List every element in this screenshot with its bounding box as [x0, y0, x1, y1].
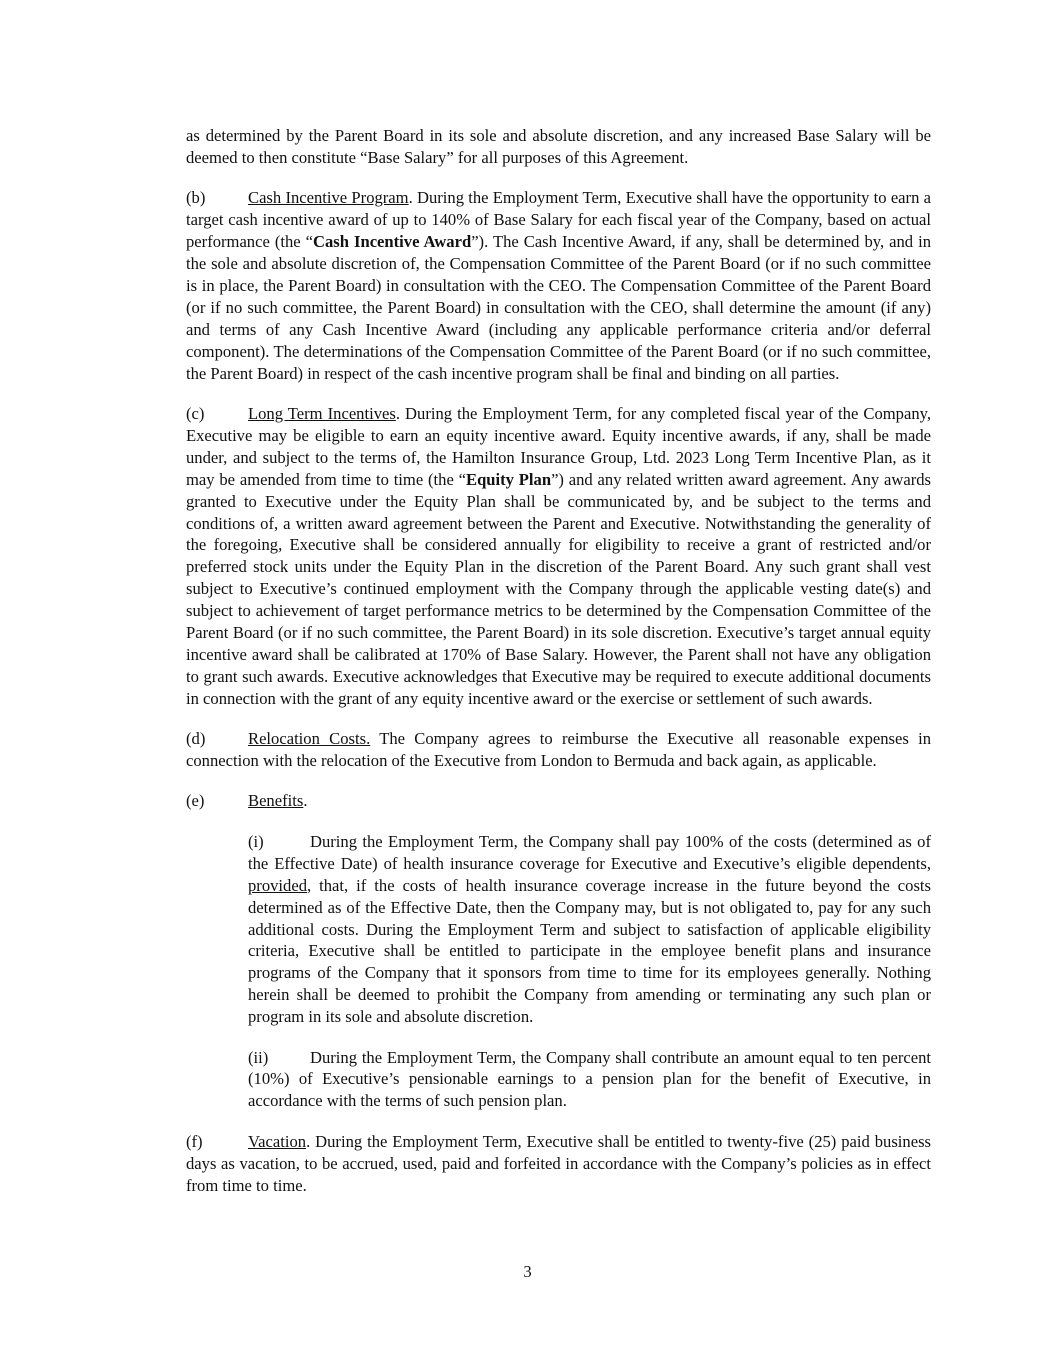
underlined-term: provided	[248, 875, 307, 895]
paragraph-label: (i)	[248, 831, 264, 851]
section-heading: Relocation Costs.	[248, 729, 371, 749]
defined-term: Cash Incentive Award	[313, 232, 472, 252]
paragraph-e-i-health-insurance	[124, 831, 931, 1028]
paragraph-label: (b)	[186, 188, 206, 208]
paragraph-text: During the Employment Term, the Company shall contribute an amount equal to ten percent (10%) of Executive’s pensionable earnings to a pension plan for the benefit of Executive, in accordance with the terms of such pension plan.	[248, 1047, 931, 1111]
paragraph-e-ii-pension	[124, 1047, 931, 1113]
paragraph-label: (c)	[186, 403, 205, 423]
paragraph-text: . During the Employment Term, Executive shall be entitled to twenty-five (25) paid business days as vacation, to be accrued, used, paid and forfeited in accordance with the Company’s policies as in effect from time to time.	[186, 1131, 931, 1195]
paragraph-text: ”). The Cash Incentive Award, if any, shall be determined by, and in the sole and absolute discretion of, the Compensation Committee of the Parent Board (or if no such committee is in place, the Parent Board) in consultation with the CEO. The Compensation Committee of the Parent Board (or if no such committee, the Parent Board) in consultation with the CEO, shall determine the amount (if any) and terms of any Cash Incentive Award (including any applicable performance criteria and/or deferral component). The determinations of the Compensation Committee of the Parent Board (or if no such committee, the Parent Board) in respect of the cash incentive program shall be final and binding on all parties.	[186, 232, 931, 383]
paragraph-text: ”) and any related written award agreement. Any awards granted to Executive under the Equity Plan shall be communicated by, and be subject to the terms and conditions of, a written award agreement between the Parent and Executive. Notwithstanding the generality of the foregoing, Executive shall be considered annually for eligibility to receive a grant of restricted and/or preferred stock units under the Equity Plan in the discretion of the Parent Board. Any such grant shall vest subject to Executive’s continued employment with the Company through the applicable vesting date(s) and subject to achievement of target performance metrics to be determined by the Compensation Committee of the Parent Board (or if no such committee, the Parent Board) in its sole discretion. Executive’s target annual equity incentive award shall be calibrated at 170% of Base Salary. However, the Parent shall not have any obligation to grant such awards. Executive acknowledges that Executive may be required to execute additional documents in connection with the grant of any equity incentive award or the exercise or settlement of such awards.	[186, 469, 932, 708]
page-number: 3	[523, 1262, 532, 1281]
paragraph-text: During the Employment Term, the Company shall pay 100% of the costs (determined as of the Effective Date) of health insurance coverage for Executive and Executive’s eligible dependents,	[248, 831, 931, 873]
paragraph-text: The Company agrees to reimburse the Executive all reasonable expenses in connection with the relocation of the Executive from London to Bermuda and back again, as applicable.	[186, 729, 931, 771]
paragraph-f-vacation	[124, 1131, 931, 1197]
paragraph-c-long-term-incentives	[124, 403, 931, 710]
paragraph-label: (d)	[186, 729, 206, 749]
defined-term: Equity Plan	[466, 469, 552, 489]
paragraph-text: .	[303, 791, 308, 811]
paragraph-e-benefits	[124, 790, 931, 812]
paragraph-label: (ii)	[248, 1047, 269, 1067]
section-heading: Long Term Incentives	[248, 403, 396, 423]
paragraph-text: , that, if the costs of health insurance coverage increase in the future beyond the costs determined as of the Effective Date, then the Company may, but is not obligated to, pay for any such additional costs. During the Employment Term and subject to satisfaction of applicable eligibility criteria, Executive shall be entitled to participate in the employee benefit plans and insurance programs of the Company that it sponsors from time to time for its employees generally. Nothing herein shall be deemed to prohibit the Company from amending or terminating any such plan or program in its sole and absolute discretion.	[248, 875, 931, 1027]
section-heading: Benefits	[248, 791, 304, 811]
paragraph-d-relocation-costs	[124, 728, 931, 772]
paragraph-text: . During the Employment Term, Executive shall have the opportunity to earn a target cash incentive award of up to 140% of Base Salary for each fiscal year of the Company, based on actual performance (the “	[186, 188, 931, 252]
document-page	[124, 125, 931, 1215]
paragraph-label: (e)	[186, 791, 205, 811]
section-heading: Vacation	[248, 1131, 307, 1151]
section-heading: Cash Incentive Program	[248, 188, 409, 208]
paragraph-label: (f)	[186, 1131, 203, 1151]
paragraph-text: . During the Employment Term, for any completed fiscal year of the Company, Executive may be eligible to earn an equity incentive award. Equity incentive awards, if any, shall be made under, and subject to the terms of, the Hamilton Insurance Group, Ltd. 2023 Long Term Incentive Plan, as it may be amended from time to time (the “	[186, 403, 931, 489]
paragraph-b-cash-incentive	[124, 187, 931, 384]
paragraph-a-continued: as determined by the Parent Board in its sole and absolute discretion, and any increased Base Salary will be deemed to then constitute “Base Salary” for all purposes of this Agreement.	[186, 126, 931, 167]
